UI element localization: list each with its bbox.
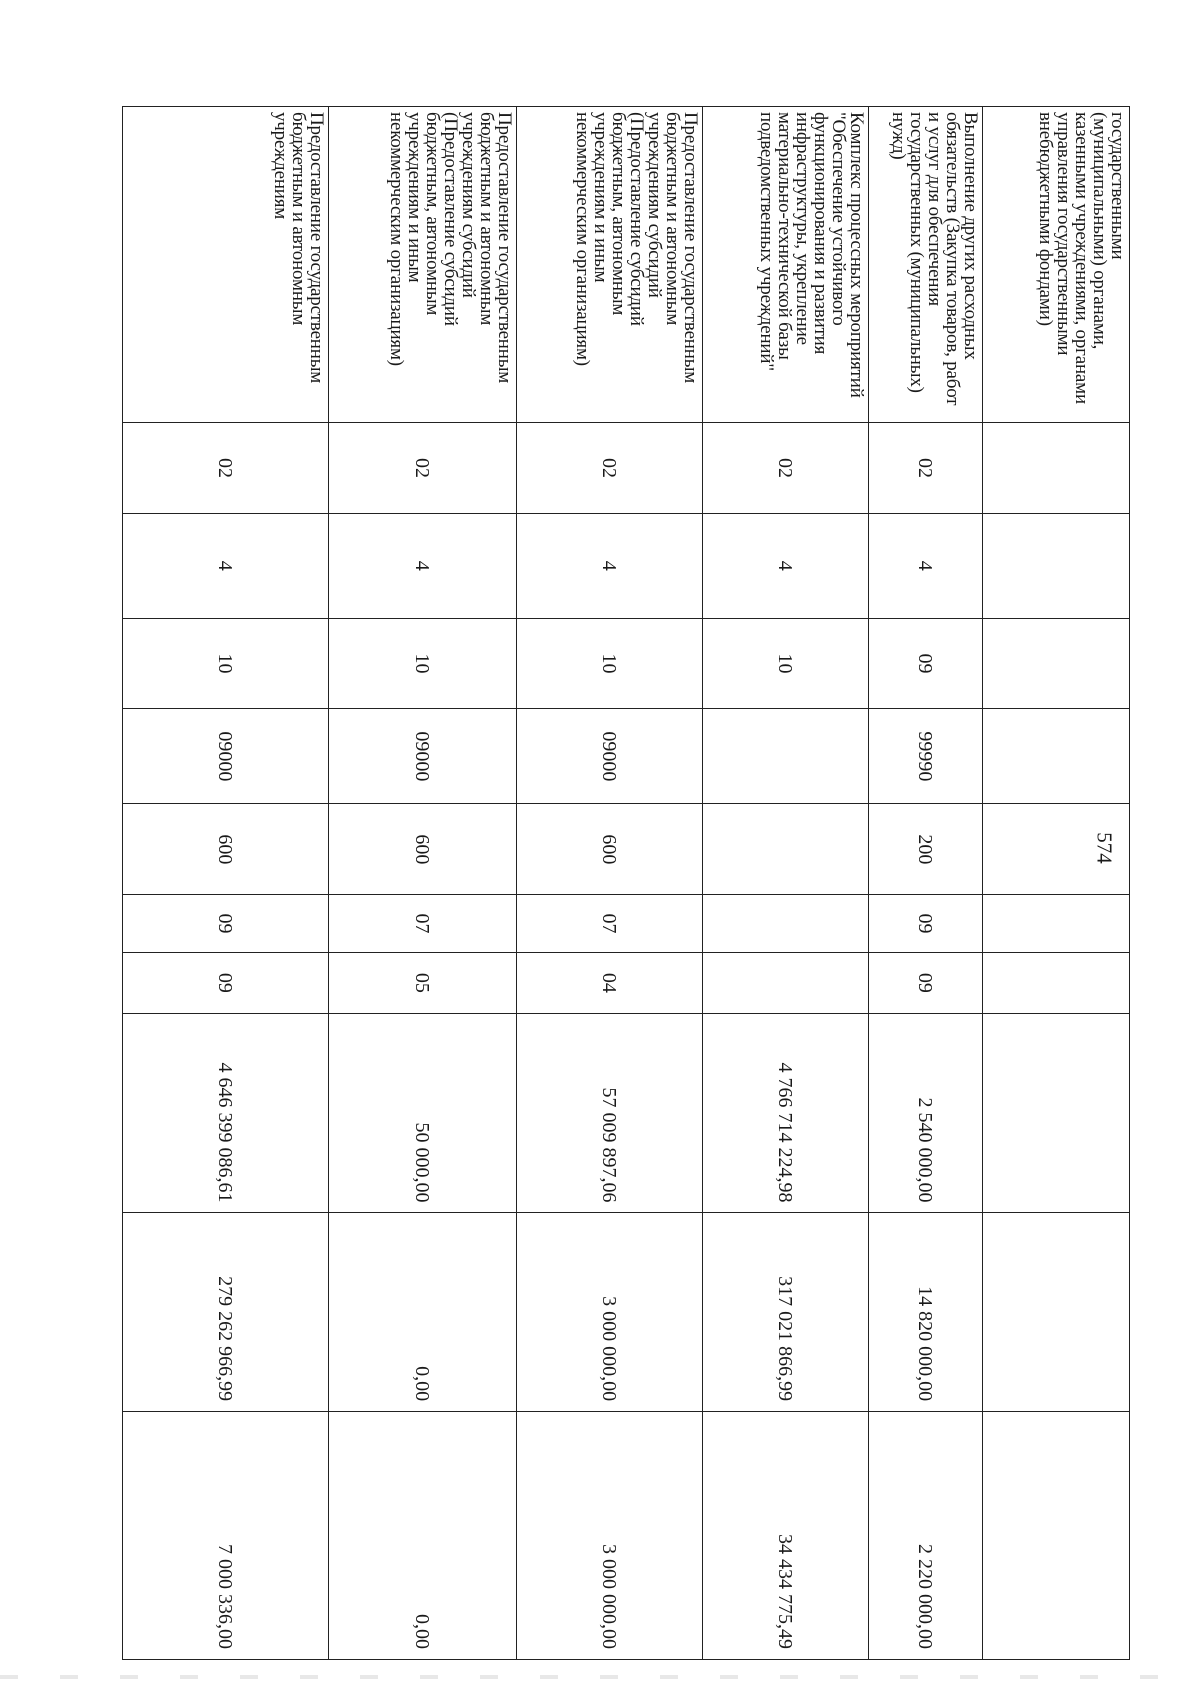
cell-code-6	[983, 895, 1130, 953]
cell-value-2	[983, 1213, 1130, 1412]
cell-code-1: 02	[329, 423, 517, 514]
cell-value-1: 57 009 897,06	[517, 1013, 703, 1213]
cell-code-5	[703, 804, 869, 895]
cell-code-6: 09	[869, 895, 983, 953]
rotated-table-container	[123, 106, 1130, 1660]
cell-code-4	[983, 709, 1130, 804]
cell-value-3: 34 434 775,49	[703, 1412, 869, 1660]
cell-value-1: 2 540 000,00	[869, 1013, 983, 1213]
row-name: Выполнение других расходных обязательств (Закупка товаров, работ и услуг для обеспечения государственных (муниципальных) нужд)	[869, 107, 983, 423]
table-body	[123, 107, 1130, 1660]
cell-value-2: 0,00	[329, 1213, 517, 1412]
cell-code-1: 02	[123, 423, 329, 514]
table-row	[517, 107, 703, 1660]
table-row	[703, 107, 869, 1660]
cell-code-7	[983, 952, 1130, 1013]
cell-code-1	[983, 423, 1130, 514]
cell-value-3: 3 000 000,00	[517, 1412, 703, 1660]
cell-value-3: 0,00	[329, 1412, 517, 1660]
cell-value-2: 3 000 000,00	[517, 1213, 703, 1412]
scan-edge-artifact	[0, 1675, 1200, 1679]
cell-code-3: 09	[869, 618, 983, 709]
cell-code-2: 4	[329, 513, 517, 618]
cell-value-3: 7 000 336,00	[123, 1412, 329, 1660]
cell-code-4: 09000	[517, 709, 703, 804]
table-row	[869, 107, 983, 1660]
cell-value-1	[983, 1013, 1130, 1213]
row-name: Комплекс процессных мероприятий "Обеспечение устойчивого функционирования и развития инфраструктуры, укрепление материально-технической базы подведомственных учреждений"	[703, 107, 869, 423]
cell-code-7: 09	[869, 952, 983, 1013]
cell-code-5: 200	[869, 804, 983, 895]
row-name: Предоставление государственным бюджетным и автономным учреждениям субсидий (Предоставление субсидий бюджетным, автономным учреждениям и иным некоммерческим организациям)	[329, 107, 517, 423]
cell-code-6: 07	[517, 895, 703, 953]
cell-value-3	[983, 1412, 1130, 1660]
row-name: Предоставление государственным бюджетным и автономным учреждениям	[123, 107, 329, 423]
cell-code-4	[703, 709, 869, 804]
cell-code-4: 09000	[123, 709, 329, 804]
cell-code-1: 02	[703, 423, 869, 514]
cell-value-1: 50 000,00	[329, 1013, 517, 1213]
cell-code-7: 05	[329, 952, 517, 1013]
cell-value-2: 317 021 866,99	[703, 1213, 869, 1412]
row-name: государственными (муниципальными) органами, казенными учреждениями, органами управления государственными внебюджетными фондами)	[983, 107, 1130, 423]
cell-code-3: 10	[517, 618, 703, 709]
cell-value-2: 279 262 966,99	[123, 1213, 329, 1412]
cell-value-3: 2 220 000,00	[869, 1412, 983, 1660]
cell-code-5: 600	[517, 804, 703, 895]
cell-code-3: 10	[329, 618, 517, 709]
cell-code-6	[703, 895, 869, 953]
table-row	[329, 107, 517, 1660]
cell-code-6: 09	[123, 895, 329, 953]
cell-code-6: 07	[329, 895, 517, 953]
cell-code-4: 99990	[869, 709, 983, 804]
cell-value-2: 14 820 000,00	[869, 1213, 983, 1412]
cell-code-5	[983, 804, 1130, 895]
cell-value-1: 4 766 714 224,98	[703, 1013, 869, 1213]
cell-code-3	[983, 618, 1130, 709]
cell-code-1: 02	[869, 423, 983, 514]
cell-code-2	[983, 513, 1130, 618]
cell-code-3: 10	[123, 618, 329, 709]
cell-code-3: 10	[703, 618, 869, 709]
cell-code-1: 02	[517, 423, 703, 514]
page-number: 574	[1092, 832, 1117, 864]
cell-code-7: 09	[123, 952, 329, 1013]
cell-code-7: 04	[517, 952, 703, 1013]
cell-code-2: 4	[517, 513, 703, 618]
row-name: Предоставление государственным бюджетным и автономным учреждениям субсидий (Предоставление субсидий бюджетным, автономным учреждениям и иным некоммерческим организациям)	[517, 107, 703, 423]
cell-code-7	[703, 952, 869, 1013]
cell-code-5: 600	[329, 804, 517, 895]
table-row	[123, 107, 329, 1660]
cell-code-2: 4	[703, 513, 869, 618]
cell-code-5: 600	[123, 804, 329, 895]
budget-table	[122, 106, 1130, 1660]
cell-value-1: 4 646 399 086,61	[123, 1013, 329, 1213]
table-row	[983, 107, 1130, 1660]
cell-code-2: 4	[123, 513, 329, 618]
cell-code-2: 4	[869, 513, 983, 618]
cell-code-4: 09000	[329, 709, 517, 804]
